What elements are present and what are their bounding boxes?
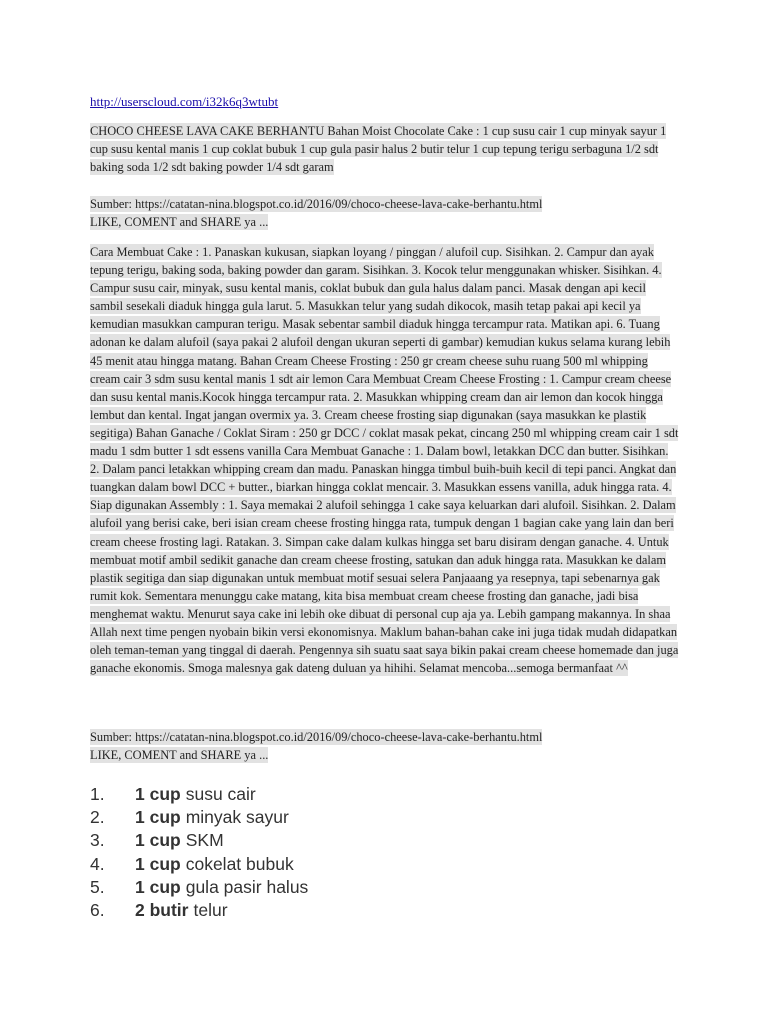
ingredient-name: minyak sayur (185, 807, 289, 828)
list-number: 6. (90, 900, 105, 921)
ingredient-qty: 1 cup (135, 853, 181, 874)
list-number: 4. (90, 853, 105, 874)
recipe-intro (90, 122, 676, 176)
ingredient-name: cokelat bubuk (185, 853, 294, 874)
share-line: LIKE, COMENT and SHARE ya ... (90, 215, 269, 230)
userscloud-link[interactable]: http://userscloud.com/i32k6q3wtubt (90, 94, 279, 109)
list-item (90, 876, 308, 899)
list-item (90, 806, 308, 829)
list-number: 2. (90, 807, 105, 828)
source-line: Sumber: https://catatan-nina.blogspot.co.id/2016/09/choco-cheese-lava-cake-berhantu.html (90, 730, 543, 744)
list-item (90, 853, 308, 876)
ingredient-name: susu cair (185, 784, 256, 804)
recipe-intro-text: CHOCO CHEESE LAVA CAKE BERHANTU Bahan Moist Chocolate Cake : 1 cup susu cair 1 cup minyak sayur 1 cup susu kental manis 1 cup coklat bubuk 1 cup gula pasir halus 2 butir telur 1 cup tepung terigu serbaguna 1/2 sdt baking soda 1/2 sdt baking powder 1/4 sdt garam (90, 124, 667, 175)
ingredient-name: SKM (185, 830, 224, 851)
list-number: 5. (90, 876, 105, 897)
recipe-method-text: Cara Membuat Cake : 1. Panaskan kukusan, siapkan loyang / pinggan / alufoil cup. Sisihkan. 2. Campur dan ayak tepung terigu, baking soda, baking powder dan garam. Sisihkan. 3. Kocok telur menggunakan whisker. Sisihkan. 4. Campur susu cair, minyak, susu kental manis, coklat bubuk dan gula halus dalam panci. Masak dengan api kecil sambil sesekali diaduk hingga gula larut. 5. Masukkan telur yang sudah dikocok, masih tetap pakai api kecil ya kemudian masukkan campuran terigu. Masak sebentar sambil diaduk hingga tercampur rata. Matikan api. 6. Tuang adonan ke dalam alufoil (saya pakai 2 alufoil dengan ukuran seperti di gambar) kemudian kukus selama kurang lebih 45 menit atau hingga matang. Bahan Cream Cheese Frosting : 250 gr cream cheese suhu ruang 500 ml whipping cream cair 3 sdm susu kental manis 1 sdt air lemon Cara Membuat Cream Cheese Frosting : 1. Campur cream cheese dan susu kental manis.Kocok hingga tercampur rata. 2. Masukkan whipping cream dan air lemon dan kocok hingga lembut dan kental. Ingat jangan overmix ya. 3. Cream cheese frosting siap digunakan (saya masukkan ke plastik segitiga) Bahan Ganache / Coklat Siram : 250 gr DCC / coklat masak pekat, cincang 250 ml whipping cream cair 1 sdt madu 1 sdm butter 1 sdt essens vanilla Cara Membuat Ganache : 1. Dalam bowl, letakkan DCC dan butter. Sisihkan. 2. Dalam panci letakkan whipping cream dan madu. Panaskan hingga timbul buih-buih kecil di tepi panci. Angkat dan tuangkan dalam bowl DCC + butter., biarkan hingga coklat mencair. 3. Masukkan essens vanilla, aduk hingga rata. 4. Siap digunakan Assembly : 1. Saya memakai 2 alufoil sehingga 1 cake saya keluarkan dari alufoil. Sisihkan. 2. Dalam alufoil yang berisi cake, beri isian cream cheese frosting hingga rata, tumpuk dengan 1 bagian cake yang lain dan beri cream cheese frosting lagi. Ratakan. 3. Simpan cake dalam kulkas hingga set baru disiram dengan ganache. 4. Untuk membuat motif ambil sedikit ganache dan cream cheese frosting, satukan dan aduk hingga rata. Masukkan ke dalam plastik segitiga dan siap digunakan untuk membuat motif sesuai selera Panjaaang ya resepnya, tapi sebenarnya gak rumit kok. Sementara menunggu cake matang, kita bisa membuat cream cheese frosting dan ganache, jadi bisa menghemat waktu. Menurut saya cake ini lebih oke dibuat di personal cup aja ya. Lebih gampang makannya. In shaa Allah next time pengen nyobain bikin versi ekonomisnya. Maklum bahan-bahan cake ini juga tidak mudah didapatkan oleh teman-teman yang tinggal di daerah. Pengennya sih suatu saat saya bikin pakai cream cheese homemade dan juga ganache ekonomis. Smoga malesnya gak dateng duluan ya hihihi. Selamat mencoba...semoga bermanfaat ^^ (90, 245, 679, 676)
list-number: 3. (90, 830, 105, 851)
ingredient-name: telur (193, 900, 228, 921)
list-item (90, 783, 308, 806)
ingredient-name: gula pasir halus (185, 876, 309, 897)
source-line: Sumber: https://catatan-nina.blogspot.co.id/2016/09/choco-cheese-lava-cake-berhantu.html (90, 197, 543, 211)
ingredient-qty: 1 cup (135, 876, 181, 897)
share-line: LIKE, COMENT and SHARE ya ... (90, 748, 269, 763)
ingredient-qty: 1 cup (135, 784, 181, 804)
ingredient-list (90, 783, 308, 922)
list-item (90, 829, 308, 852)
ingredient-qty: 1 cup (135, 807, 181, 828)
ingredient-qty: 2 butir (135, 900, 189, 921)
list-number: 1. (90, 784, 105, 804)
recipe-method (90, 243, 680, 677)
ingredient-qty: 1 cup (135, 830, 181, 851)
source-block-top (90, 195, 676, 231)
list-item (90, 899, 308, 922)
source-block-bottom (90, 728, 676, 764)
